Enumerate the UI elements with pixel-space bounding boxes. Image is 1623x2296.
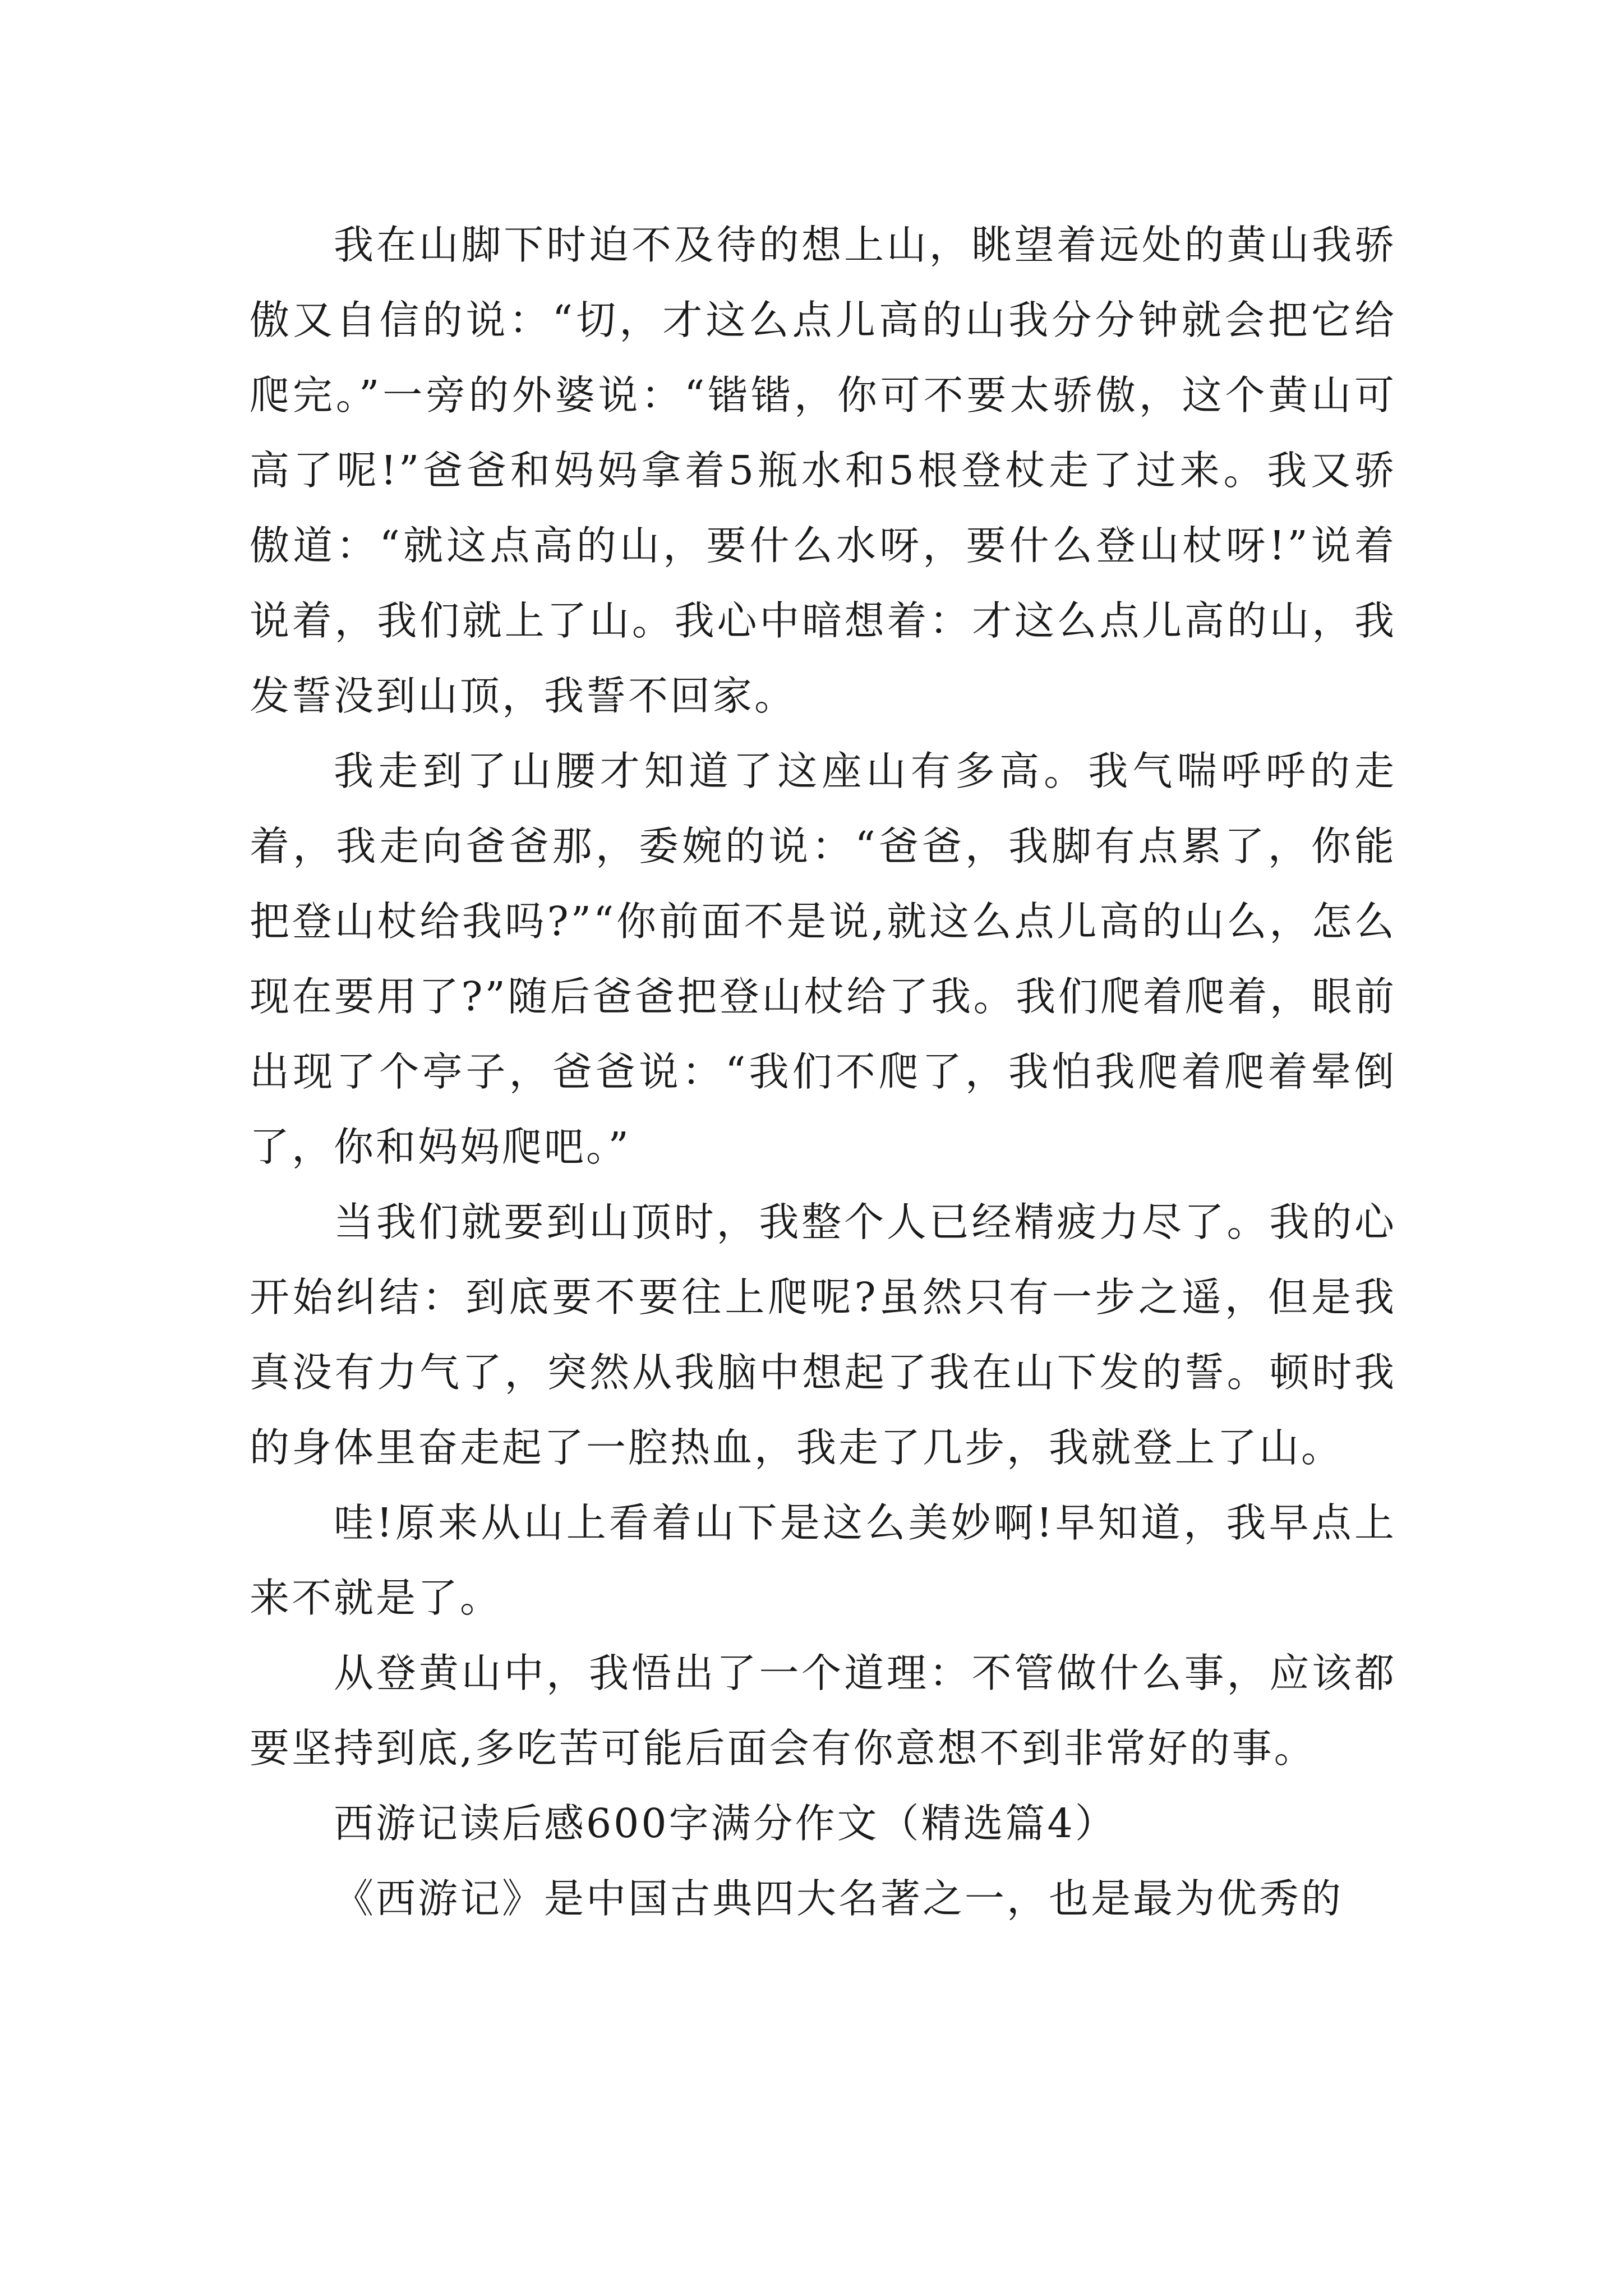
document-body: [250, 208, 1396, 1936]
paragraph: 《西游记》是中国古典四大名著之一，也是最为优秀的: [334, 1875, 1344, 1922]
section-heading: 西游记读后感600字满分作文（精选篇4）: [334, 1800, 1117, 1847]
paragraph: 当我们就要到山顶时，我整个人已经精疲力尽了。我的心开始纠结：到底要不要往上爬呢?虽然只有一步之遥，但是我真没有力气了，突然从我脑中想起了我在山下发的誓。顿时我的身体里奋走起了一腔热血，我走了几步，我就登上了山。: [250, 1199, 1396, 1471]
paragraph: 从登黄山中，我悟出了一个道理：不管做什么事，应该都要坚持到底,多吃苦可能后面会有你意想不到非常好的事。: [250, 1650, 1396, 1772]
paragraph: 我走到了山腰才知道了这座山有多高。我气喘呼呼的走着，我走向爸爸那，委婉的说：“爸爸，我脚有点累了，你能把登山杖给我吗?”“你前面不是说,就这么点儿高的山么，怎么现在要用了?”随后爸爸把登山杖给了我。我们爬着爬着，眼前出现了个亭子，爸爸说：“我们不爬了，我怕我爬着爬着晕倒了，你和妈妈爬吧。”: [250, 748, 1396, 1170]
paragraph: 哇!原来从山上看着山下是这么美妙啊!早知道，我早点上来不就是了。: [250, 1499, 1396, 1621]
paragraph: 我在山脚下时迫不及待的想上山，眺望着远处的黄山我骄傲又自信的说：“切，才这么点儿高的山我分分钟就会把它给爬完。”一旁的外婆说：“锴锴，你可不要太骄傲，这个黄山可高了呢!”爸爸和妈妈拿着5瓶水和5根登杖走了过来。我又骄傲道：“就这点高的山，要什么水呀，要什么登山杖呀!”说着说着，我们就上了山。我心中暗想着：才这么点儿高的山，我发誓没到山顶，我誓不回家。: [250, 222, 1396, 719]
